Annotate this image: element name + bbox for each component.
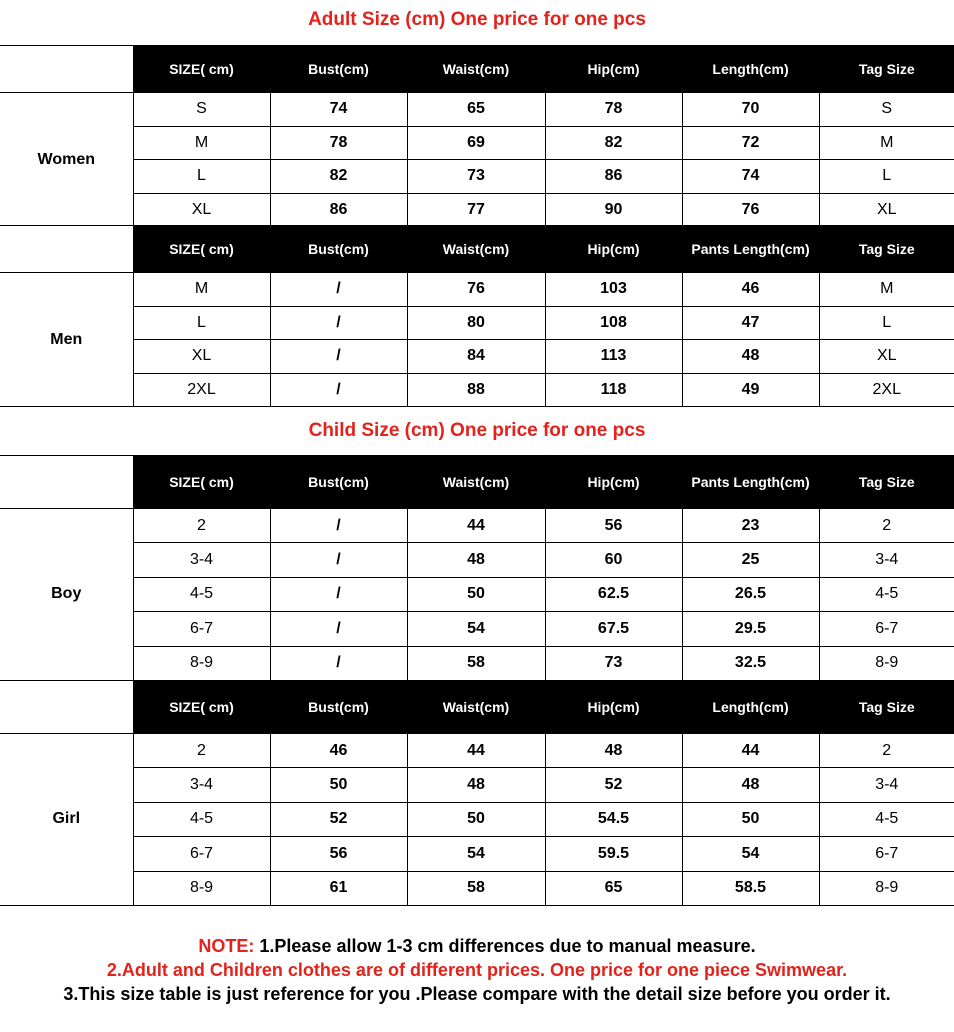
measure-cell: 49 [682,373,819,407]
measure-cell: 54 [407,837,545,871]
size-cell: 4-5 [133,577,270,611]
tag-size-cell: L [819,306,954,340]
measure-cell: 74 [682,160,819,194]
size-cell: 2XL [133,373,270,407]
measure-cell: / [270,577,407,611]
table-row [0,193,954,227]
tag-size-cell: XL [819,193,954,227]
column-header: Hip(cm) [545,681,682,734]
measure-cell: / [270,612,407,646]
column-header: Waist(cm) [407,46,545,93]
measure-cell: 58 [407,646,545,680]
measure-cell: 44 [407,509,545,543]
girl-size-table [0,680,954,906]
measure-cell: 82 [270,160,407,194]
tag-size-cell: 6-7 [819,612,954,646]
measure-cell: 70 [682,93,819,127]
measure-cell: 32.5 [682,646,819,680]
measure-cell: 50 [682,802,819,836]
measure-cell: / [270,373,407,407]
note-label: NOTE: [198,936,255,956]
measure-cell: 80 [407,306,545,340]
tag-size-cell: XL [819,340,954,374]
column-header: Tag Size [819,456,954,509]
size-cell: 8-9 [133,646,270,680]
measure-cell: 44 [682,734,819,768]
tag-size-cell: 4-5 [819,802,954,836]
column-header: Bust(cm) [270,681,407,734]
measure-cell: 62.5 [545,577,682,611]
tag-size-cell: 2 [819,509,954,543]
size-cell: M [133,126,270,160]
table-row [0,871,954,905]
measure-cell: 113 [545,340,682,374]
header-blank-cell [0,226,133,273]
measure-cell: 48 [682,768,819,802]
measure-cell: 48 [545,734,682,768]
column-header: Length(cm) [682,46,819,93]
measure-cell: 47 [682,306,819,340]
measure-cell: 118 [545,373,682,407]
column-header: Tag Size [819,226,954,273]
tag-size-cell: 2 [819,734,954,768]
measure-cell: 25 [682,543,819,577]
boy-size-table [0,455,954,681]
measure-cell: 58 [407,871,545,905]
column-header: Pants Length(cm) [682,456,819,509]
measure-cell: 46 [270,734,407,768]
measure-cell: 76 [682,193,819,227]
measure-cell: 108 [545,306,682,340]
group-label: Men [0,273,133,407]
table-row [0,612,954,646]
column-header: Waist(cm) [407,226,545,273]
measure-cell: 48 [682,340,819,374]
note-line-2: 2.Adult and Children clothes are of different prices. One price for one piece Swimwear. [106,960,848,980]
measure-cell: 26.5 [682,577,819,611]
column-header: Hip(cm) [545,226,682,273]
measure-cell: 78 [270,126,407,160]
measure-cell: 72 [682,126,819,160]
measure-cell: 52 [545,768,682,802]
measure-cell: 86 [545,160,682,194]
size-cell: 6-7 [133,612,270,646]
tag-size-cell: 6-7 [819,837,954,871]
measure-cell: 77 [407,193,545,227]
tag-size-cell: L [819,160,954,194]
column-header: Bust(cm) [270,226,407,273]
group-label: Boy [0,509,133,681]
tag-size-cell: M [819,273,954,307]
header-row [0,456,954,509]
measure-cell: 56 [270,837,407,871]
size-cell: XL [133,193,270,227]
size-cell: 4-5 [133,802,270,836]
header-row [0,226,954,273]
measure-cell: 90 [545,193,682,227]
measure-cell: 65 [545,871,682,905]
table-row [0,340,954,374]
measure-cell: 48 [407,768,545,802]
measure-cell: 59.5 [545,837,682,871]
measure-cell: 67.5 [545,612,682,646]
measure-cell: 50 [270,768,407,802]
header-blank-cell [0,46,133,93]
measure-cell: 44 [407,734,545,768]
table-row [0,646,954,680]
tag-size-cell: S [819,93,954,127]
measure-cell: / [270,509,407,543]
table-row [0,93,954,127]
note-text-1: 1.Please allow 1-3 cm differences due to manual measure. [254,936,756,956]
measure-cell: 69 [407,126,545,160]
size-cell: 8-9 [133,871,270,905]
tag-size-cell: 8-9 [819,646,954,680]
measure-cell: / [270,646,407,680]
column-header: SIZE( cm) [133,456,270,509]
column-header: Hip(cm) [545,46,682,93]
size-cell: 2 [133,734,270,768]
header-blank-cell [0,681,133,734]
tag-size-cell: 8-9 [819,871,954,905]
table-row [0,509,954,543]
men-size-table [0,225,954,407]
size-cell: M [133,273,270,307]
adult-size-title: Adult Size (cm) One price for one pcs [308,9,646,30]
table-row [0,802,954,836]
table-row [0,577,954,611]
size-cell: S [133,93,270,127]
column-header: Hip(cm) [545,456,682,509]
tag-size-cell: M [819,126,954,160]
header-row [0,681,954,734]
column-header: SIZE( cm) [133,226,270,273]
table-row [0,306,954,340]
notes [0,934,954,1006]
measure-cell: 73 [407,160,545,194]
size-cell: XL [133,340,270,374]
measure-cell: 23 [682,509,819,543]
measure-cell: / [270,543,407,577]
measure-cell: 54 [682,837,819,871]
measure-cell: 50 [407,802,545,836]
measure-cell: 50 [407,577,545,611]
column-header: Waist(cm) [407,456,545,509]
header-blank-cell [0,456,133,509]
measure-cell: 78 [545,93,682,127]
child-size-title: Child Size (cm) One price for one pcs [308,420,646,441]
column-header: Length(cm) [682,681,819,734]
table-row [0,837,954,871]
table-row [0,734,954,768]
measure-cell: / [270,306,407,340]
size-cell: 2 [133,509,270,543]
measure-cell: 54 [407,612,545,646]
women-size-table [0,45,954,227]
measure-cell: / [270,340,407,374]
column-header: SIZE( cm) [133,46,270,93]
tag-size-cell: 3-4 [819,768,954,802]
measure-cell: 60 [545,543,682,577]
size-cell: L [133,160,270,194]
size-cell: 3-4 [133,768,270,802]
tag-size-cell: 2XL [819,373,954,407]
header-row [0,46,954,93]
measure-cell: 56 [545,509,682,543]
table-row [0,543,954,577]
column-header: SIZE( cm) [133,681,270,734]
measure-cell: 61 [270,871,407,905]
note-line-3: 3.This size table is just reference for you .Please compare with the detail size before you order it. [63,984,891,1004]
measure-cell: 29.5 [682,612,819,646]
measure-cell: 54.5 [545,802,682,836]
column-header: Bust(cm) [270,46,407,93]
tag-size-cell: 4-5 [819,577,954,611]
size-cell: 6-7 [133,837,270,871]
measure-cell: 103 [545,273,682,307]
size-cell: 3-4 [133,543,270,577]
size-cell: L [133,306,270,340]
measure-cell: 73 [545,646,682,680]
group-label: Women [0,93,133,227]
measure-cell: 58.5 [682,871,819,905]
table-row [0,160,954,194]
measure-cell: 88 [407,373,545,407]
measure-cell: 74 [270,93,407,127]
measure-cell: 46 [682,273,819,307]
measure-cell: 48 [407,543,545,577]
measure-cell: 86 [270,193,407,227]
measure-cell: / [270,273,407,307]
table-row [0,273,954,307]
group-label: Girl [0,734,133,906]
measure-cell: 84 [407,340,545,374]
column-header: Bust(cm) [270,456,407,509]
measure-cell: 76 [407,273,545,307]
table-row [0,373,954,407]
note-line-1 [0,934,954,958]
column-header: Waist(cm) [407,681,545,734]
column-header: Tag Size [819,681,954,734]
measure-cell: 65 [407,93,545,127]
measure-cell: 82 [545,126,682,160]
table-row [0,126,954,160]
tag-size-cell: 3-4 [819,543,954,577]
measure-cell: 52 [270,802,407,836]
column-header: Tag Size [819,46,954,93]
table-row [0,768,954,802]
column-header: Pants Length(cm) [682,226,819,273]
